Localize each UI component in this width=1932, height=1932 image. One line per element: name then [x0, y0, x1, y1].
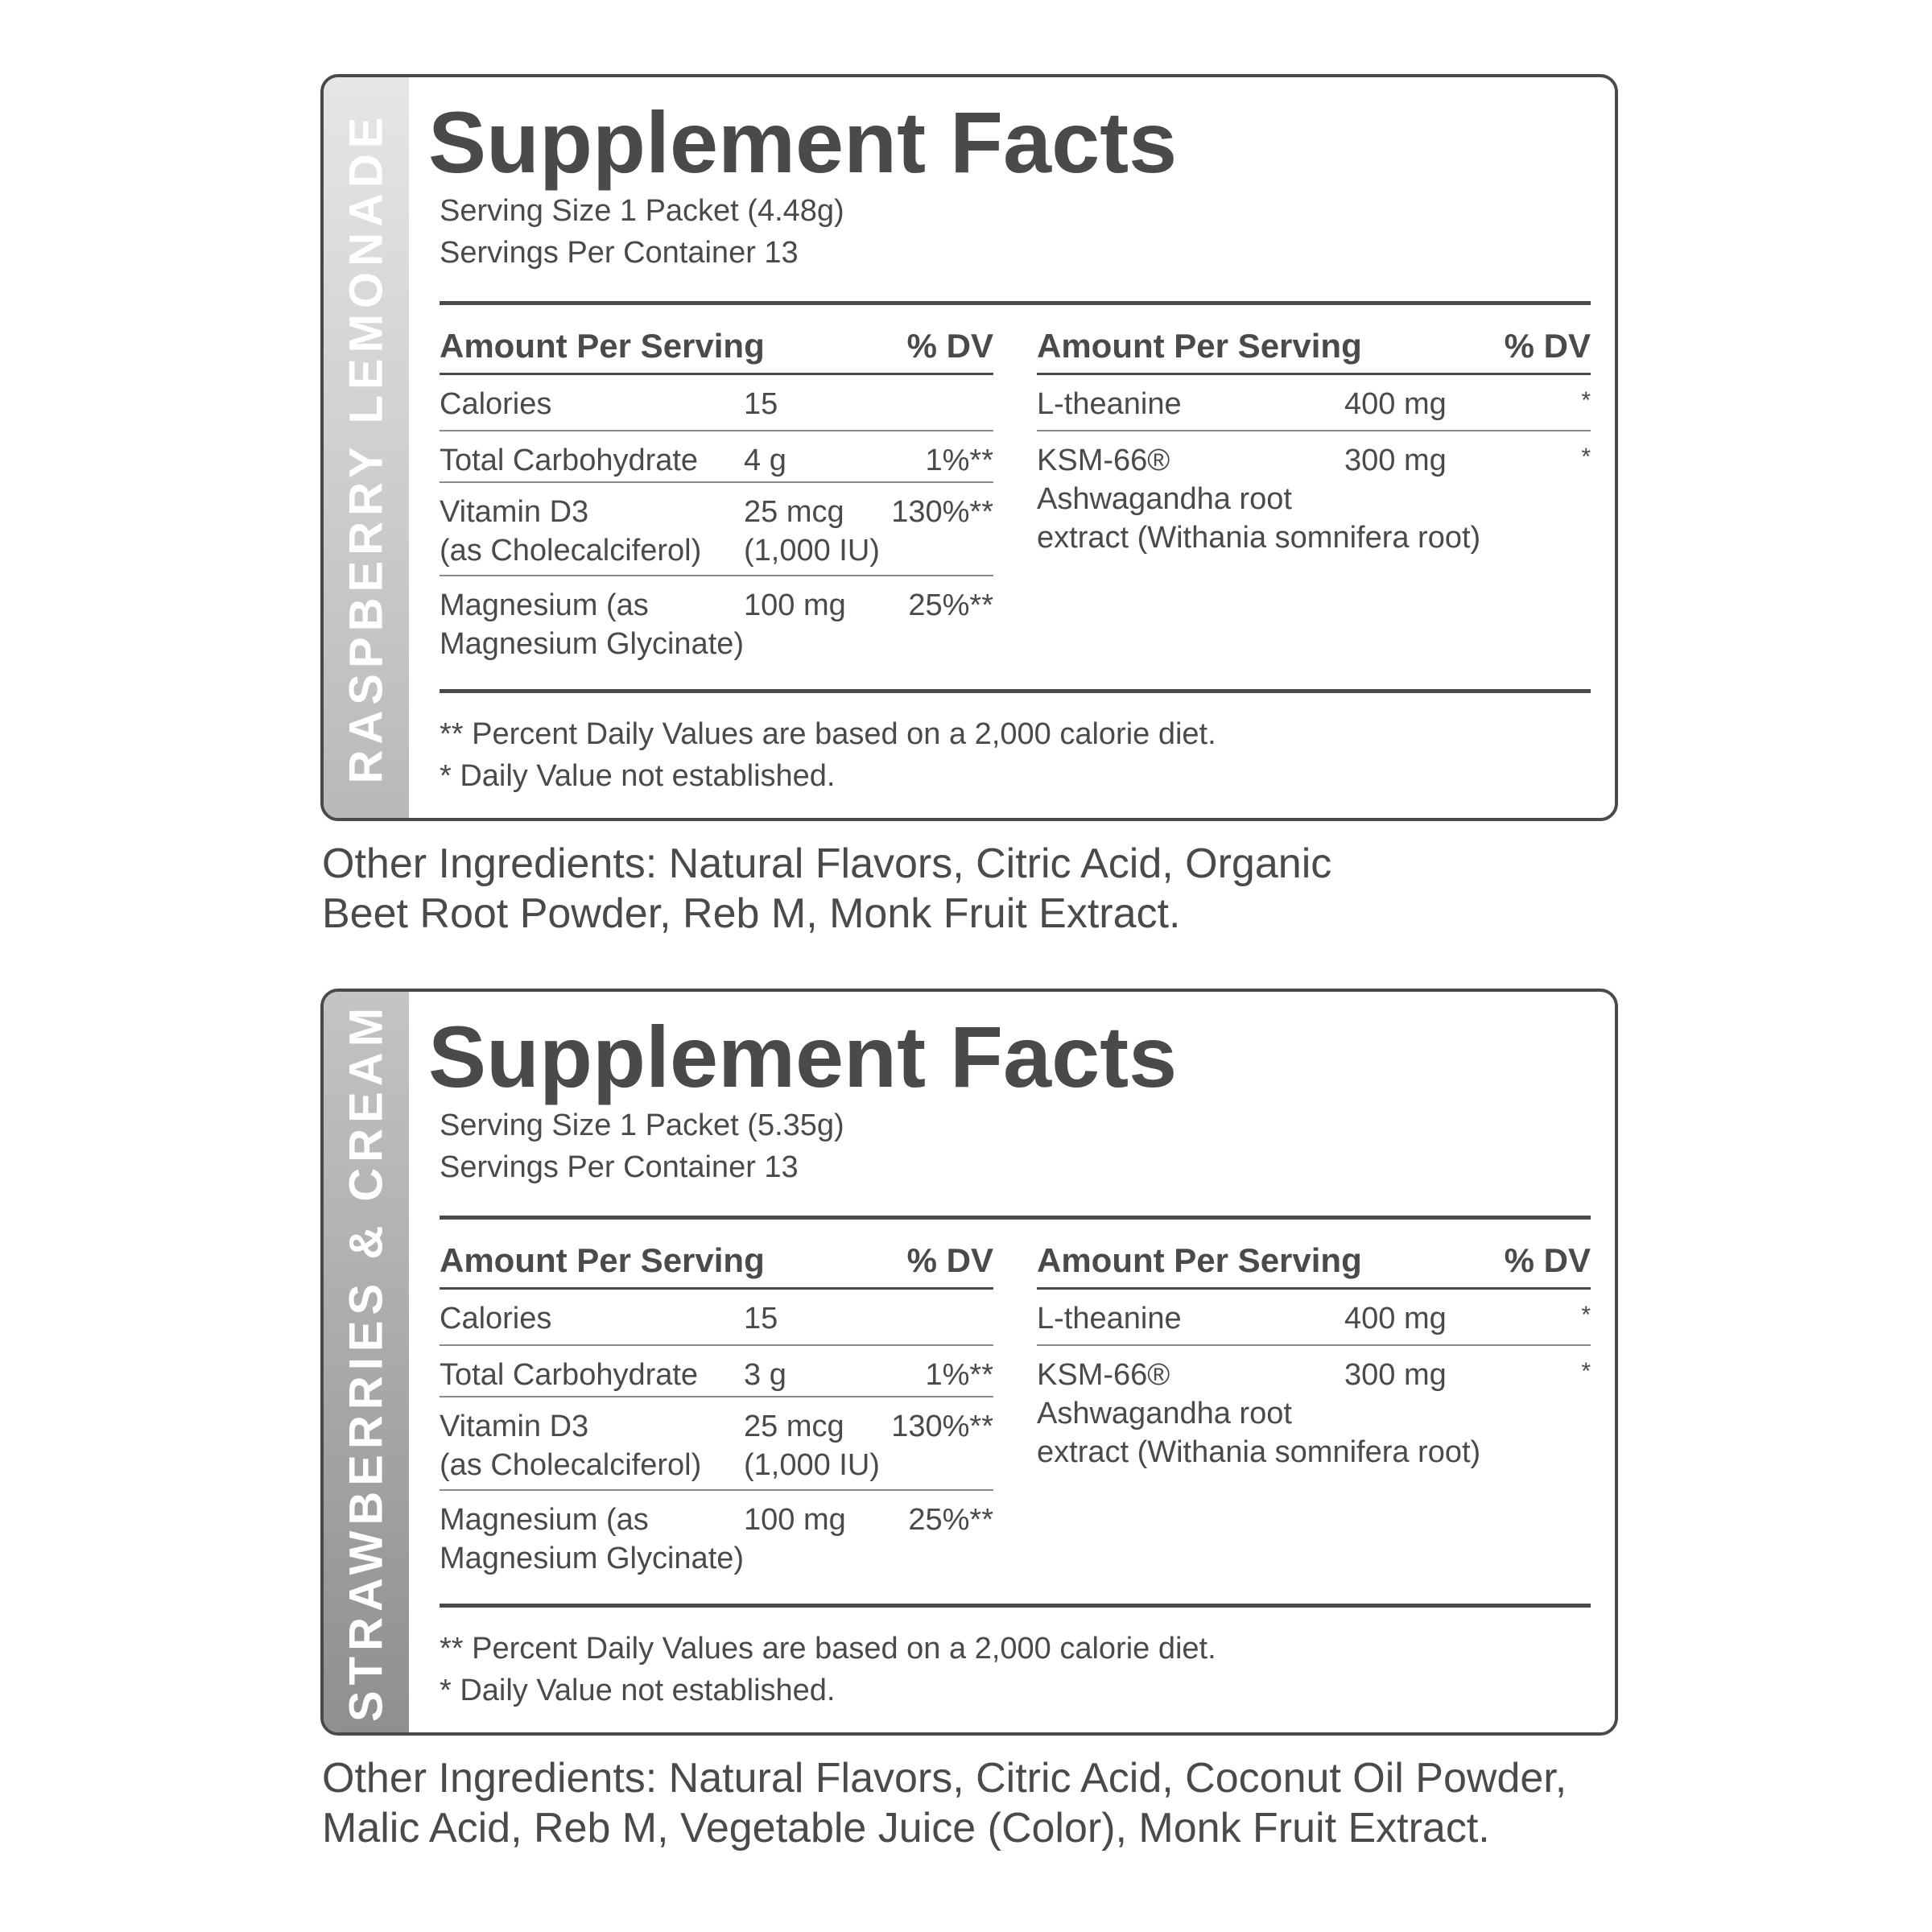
panel-title: Supplement Facts — [428, 93, 1178, 191]
nutrient-dv: 1%** — [925, 1358, 993, 1392]
nutrient-name: L-theanine — [1037, 387, 1182, 421]
nutrient-name: Calories — [440, 387, 552, 421]
header-amount-label: Amount Per Serving — [440, 327, 765, 365]
table-row — [1037, 1290, 1591, 1346]
footnote-daily-values: ** Percent Daily Values are based on a 2,000 calorie diet. — [440, 1632, 1216, 1666]
nutrient-dv: * — [1581, 444, 1591, 470]
nutrient-dv: 130%** — [891, 495, 993, 529]
divider-bottom — [440, 689, 1591, 693]
serving-info — [440, 190, 844, 274]
supplement-facts-panel-raspberry-lemonade — [320, 74, 1618, 821]
header-dv-label: % DV — [1504, 327, 1591, 365]
other-ingredients-line: Beet Root Powder, Reb M, Monk Fruit Extract. — [322, 890, 1181, 937]
table-header — [1037, 319, 1591, 375]
nutrient-amount: 3 g — [744, 1358, 786, 1392]
table-row — [440, 1397, 993, 1491]
nutrient-name: KSM-66® Ashwagandha root extract (Withania somnifera root) — [1037, 1358, 1481, 1469]
nutrient-name: Vitamin D3 (as Cholecalciferol) — [440, 495, 702, 568]
nutrient-amount: 100 mg — [744, 588, 846, 622]
footnote-not-established: * Daily Value not established. — [440, 1674, 836, 1707]
flavor-band — [324, 992, 409, 1732]
header-amount-label: Amount Per Serving — [1037, 327, 1362, 365]
nutrient-dv: 25%** — [908, 588, 993, 622]
table-row — [440, 483, 993, 576]
footnote-not-established: * Daily Value not established. — [440, 759, 836, 793]
nutrient-amount: 400 mg — [1344, 1302, 1447, 1335]
nutrient-amount: 15 — [744, 1302, 778, 1335]
header-dv-label: % DV — [906, 1241, 993, 1279]
nutrient-table-left — [440, 1233, 993, 1596]
nutrient-dv: * — [1581, 387, 1591, 414]
nutrient-amount: 25 mcg (1,000 IU) — [744, 495, 880, 568]
table-row — [440, 375, 993, 431]
table-row — [440, 1290, 993, 1346]
table-header — [1037, 1233, 1591, 1290]
footnotes — [440, 1628, 1216, 1711]
flavor-label: RASPBERRY LEMONADE — [340, 111, 393, 784]
divider-top — [440, 1216, 1591, 1220]
nutrient-name: L-theanine — [1037, 1302, 1182, 1335]
serving-size: Serving Size 1 Packet (5.35g) — [440, 1108, 844, 1142]
nutrient-table-right — [1037, 319, 1591, 568]
table-row — [1037, 431, 1591, 568]
nutrient-dv: * — [1581, 1302, 1591, 1328]
flavor-band — [324, 77, 409, 818]
nutrient-table-left — [440, 319, 993, 681]
other-ingredients-line: Other Ingredients: Natural Flavors, Citric Acid, Coconut Oil Powder, — [322, 1755, 1567, 1802]
nutrient-amount: 25 mcg (1,000 IU) — [744, 1410, 880, 1482]
header-amount-label: Amount Per Serving — [1037, 1241, 1362, 1279]
table-row — [440, 431, 993, 483]
nutrient-dv: * — [1581, 1358, 1591, 1385]
serving-size: Serving Size 1 Packet (4.48g) — [440, 194, 844, 228]
table-header — [440, 1233, 993, 1290]
nutrient-amount: 15 — [744, 387, 778, 421]
other-ingredients-strawberries-cream — [322, 1753, 1567, 1853]
footnote-daily-values: ** Percent Daily Values are based on a 2,000 calorie diet. — [440, 717, 1216, 751]
nutrient-amount: 300 mg — [1344, 1358, 1447, 1392]
other-ingredients-raspberry-lemonade — [322, 839, 1331, 939]
nutrient-dv: 25%** — [908, 1503, 993, 1537]
flavor-label: STRAWBERRIES & CREAM — [340, 1001, 393, 1723]
panel-title: Supplement Facts — [428, 1008, 1178, 1105]
nutrient-name: KSM-66® Ashwagandha root extract (Withania somnifera root) — [1037, 444, 1481, 555]
table-row — [1037, 375, 1591, 431]
footnotes — [440, 713, 1216, 797]
nutrient-name: Calories — [440, 1302, 552, 1335]
header-dv-label: % DV — [906, 327, 993, 365]
nutrient-amount: 400 mg — [1344, 387, 1447, 421]
servings-per-container: Servings Per Container 13 — [440, 236, 799, 270]
nutrient-amount: 4 g — [744, 444, 786, 477]
table-row — [440, 1491, 993, 1596]
nutrient-table-right — [1037, 1233, 1591, 1483]
other-ingredients-line: Malic Acid, Reb M, Vegetable Juice (Color), Monk Fruit Extract. — [322, 1805, 1490, 1852]
table-row — [440, 576, 993, 681]
divider-top — [440, 301, 1591, 305]
nutrient-amount: 100 mg — [744, 1503, 846, 1537]
nutrient-name: Total Carbohydrate — [440, 444, 699, 477]
nutrient-name: Total Carbohydrate — [440, 1358, 699, 1392]
servings-per-container: Servings Per Container 13 — [440, 1150, 799, 1184]
nutrient-name: Vitamin D3 (as Cholecalciferol) — [440, 1410, 702, 1482]
table-row — [440, 1346, 993, 1397]
header-amount-label: Amount Per Serving — [440, 1241, 765, 1279]
table-row — [1037, 1346, 1591, 1483]
divider-bottom — [440, 1604, 1591, 1608]
supplement-facts-panel-strawberries-cream — [320, 989, 1618, 1736]
nutrient-amount: 300 mg — [1344, 444, 1447, 477]
nutrient-name: Magnesium (as Magnesium Glycinate) — [440, 588, 745, 661]
header-dv-label: % DV — [1504, 1241, 1591, 1279]
nutrient-dv: 1%** — [925, 444, 993, 477]
nutrient-name: Magnesium (as Magnesium Glycinate) — [440, 1503, 745, 1575]
table-header — [440, 319, 993, 375]
nutrient-dv: 130%** — [891, 1410, 993, 1443]
other-ingredients-line: Other Ingredients: Natural Flavors, Citric Acid, Organic — [322, 840, 1332, 887]
serving-info — [440, 1104, 844, 1188]
